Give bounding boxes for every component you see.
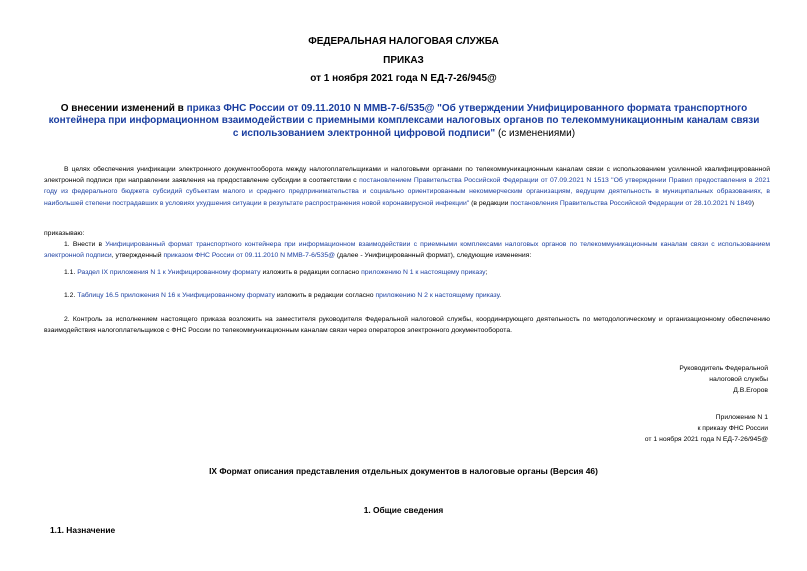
document-title	[46, 103, 762, 140]
preamble-text: В целях обеспечения унификации электронного документооборота между налогоплательщиками и налоговыми органами по телекоммуникационным каналам связи с использованием усиленной квалифицированной электронной подписи при направлении заявления на предоставление субсидии в соответствии с	[44, 166, 770, 185]
signature-organization: налоговой службы	[709, 376, 768, 384]
item-2-paragraph: 2. Контроль за исполнением настоящего приказа возложить на заместителя руководителя Федеральной налоговой службы, координирующего деятельность по методологическому и организационному обеспечению взаимодействия налогоплательщиков с ФНС России по телекоммуникационным каналам связи через операторов электронного документооборота.	[44, 316, 770, 335]
item-1-1-paragraph	[44, 267, 770, 278]
table-16-5-link[interactable]: Таблицу 16.5 приложения N 16 к Унифицированному формату	[77, 292, 275, 299]
item-1-text: 1. Внести в	[64, 241, 103, 248]
title-prefix: О внесении изменений в	[60, 103, 184, 114]
agency-heading: ФЕДЕРАЛЬНАЯ НАЛОГОВАЯ СЛУЖБА	[308, 36, 499, 47]
item-1-approved-text: , утвержденный	[111, 252, 162, 260]
appendix-number: Приложение N 1	[715, 414, 768, 421]
government-decree-link[interactable]: постановлением Правительства Российской Федерации от 07.09.2021 N 1513 "Об утверждении Правил предоставления в 2021 году из федерального бюджета субсидий субъектам малого и среднего предпринимательства и социально ориентированным некоммерческим организациям, ведущим деятельность в муниципальных образованиях, в наибольшей степени пострадавших в условиях ухудшения ситуации в результате распространения новой коронавирусной инфекции"	[44, 177, 770, 207]
general-info-heading: 1. Общие сведения	[363, 505, 444, 515]
signature-position: Руководитель Федеральной	[679, 365, 768, 372]
signature-name: Д.В.Егоров	[733, 387, 768, 395]
item-1-paragraph	[44, 239, 770, 261]
item-1-2-paragraph	[44, 290, 770, 301]
section-title: IX Формат описания представления отдельных документов в налоговые органы (Версия 46)	[209, 466, 598, 476]
item-1-2-end: .	[499, 292, 502, 299]
preamble-end: )	[751, 199, 755, 207]
item-1-end-text: (далее - Унифицированный формат), следующие изменения:	[336, 252, 532, 260]
appendix-1-link[interactable]: приложению N 1 к настоящему приказу	[361, 269, 486, 276]
preamble-paragraph	[44, 164, 770, 209]
purpose-heading: 1.1. Назначение	[50, 525, 116, 535]
appendix-date: от 1 ноября 2021 года N ЕД-7-26/945@	[644, 436, 768, 444]
appendix-2-link[interactable]: приложению N 2 к настоящему приказу	[375, 292, 500, 299]
title-suffix: (с изменениями)	[497, 127, 576, 139]
fns-order-link[interactable]: приказом ФНС России от 09.11.2010 N ММВ-7-6/535@	[163, 252, 336, 260]
item-1-2-text: изложить в редакции согласно	[276, 292, 374, 299]
title-order-link[interactable]: приказ ФНС России от 09.11.2010 N ММВ-7-6/535@ "Об утверждении Унифицированного формата транспортного контейнера при информационном взаимодействии с приемными комплексами налоговых органов по телекоммуникационным каналам связи с использованием электронной цифровой подписи"	[48, 103, 760, 139]
unified-format-link[interactable]: Унифицированный формат транспортного контейнера при информационном взаимодействии с приемными комплексами налоговых органов по телекоммуникационным каналам связи с использованием электронной подписи	[44, 241, 770, 260]
item-1-1-text: изложить в редакции согласно	[262, 269, 360, 276]
decree-amendment-link[interactable]: постановления Правительства Российской Федерации от 28.10.2021 N 1849	[510, 199, 752, 207]
appendix-reference: к приказу ФНС России	[697, 425, 768, 433]
signature-block	[679, 363, 768, 397]
order-directive: приказываю:	[44, 230, 85, 237]
appendix-header	[645, 412, 768, 446]
item-1-2-number: 1.2.	[64, 292, 76, 299]
section-ix-link[interactable]: Раздел IX приложения N 1 к Унифицированному формату	[77, 269, 261, 276]
document-type-heading: ПРИКАЗ	[383, 55, 424, 66]
order-date-number: от 1 ноября 2021 года N ЕД-7-26/945@	[310, 73, 497, 84]
preamble-edition-text: (в редакции	[471, 199, 509, 207]
item-1-1-end: ;	[485, 269, 488, 276]
item-1-1-number: 1.1.	[64, 269, 76, 276]
